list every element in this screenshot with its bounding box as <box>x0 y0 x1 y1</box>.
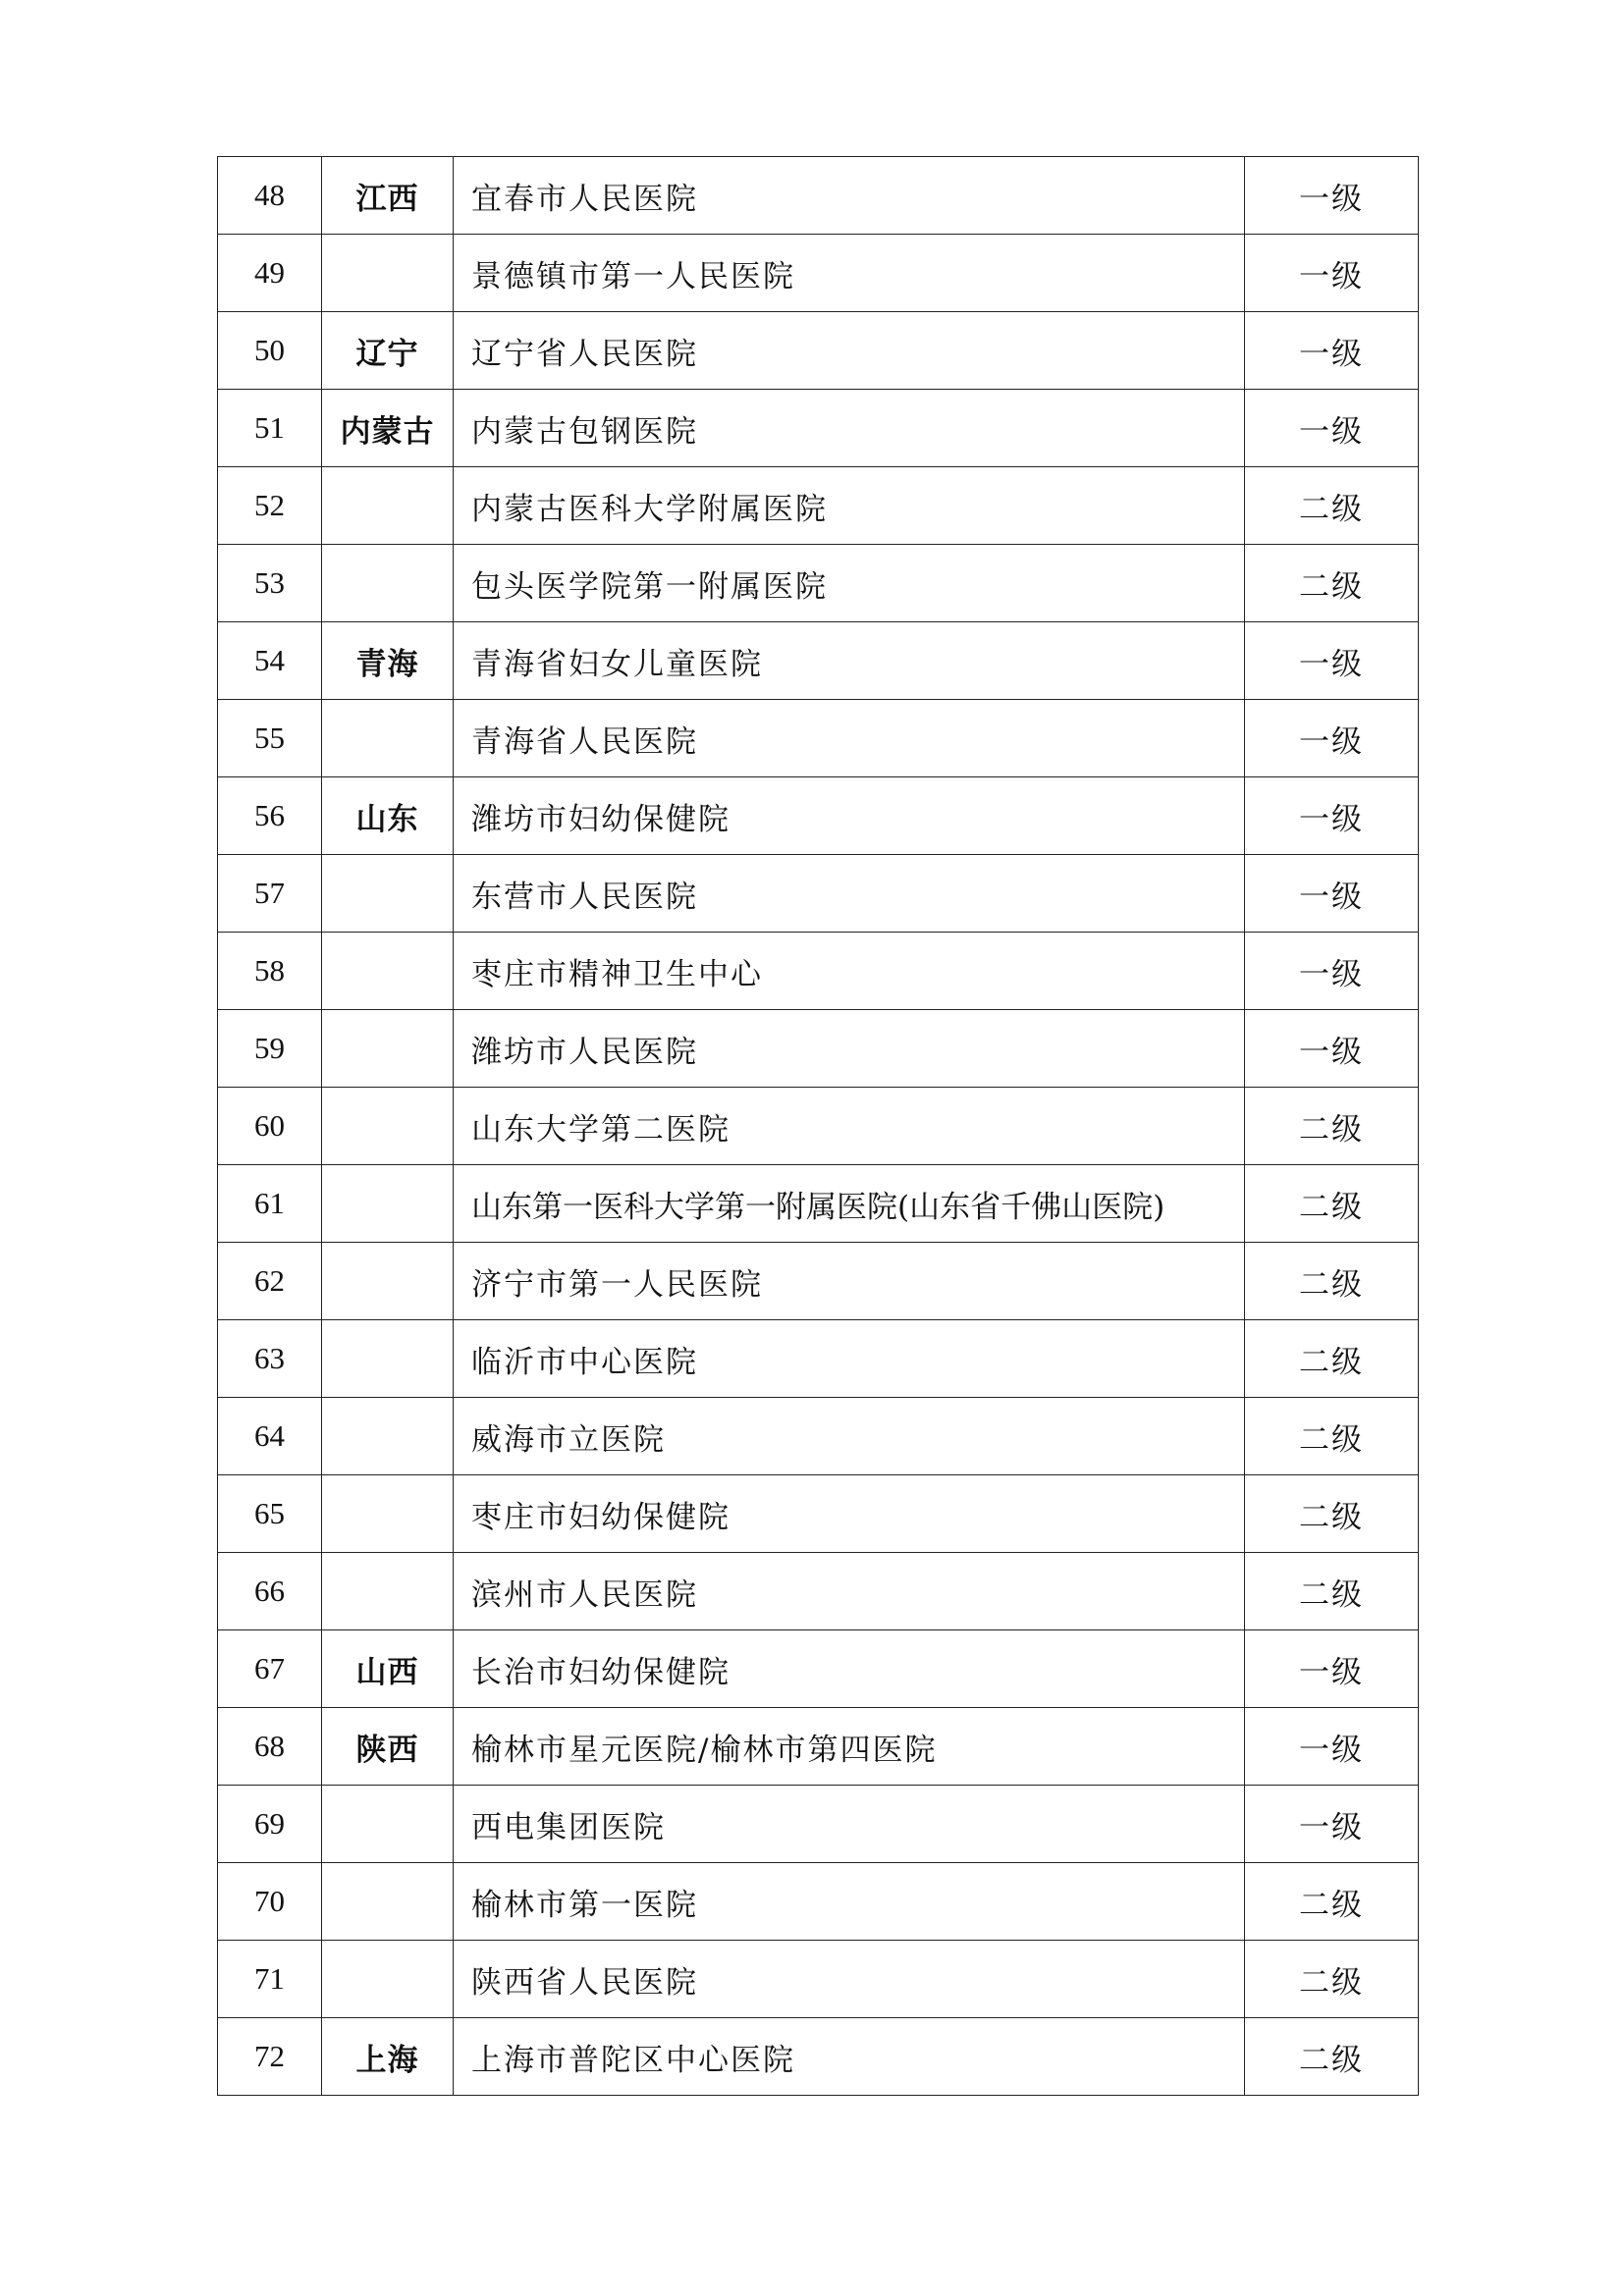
level-cell: 二级 <box>1245 1088 1419 1165</box>
province-cell <box>322 933 454 1010</box>
level-cell: 二级 <box>1245 1165 1419 1243</box>
level-cell: 一级 <box>1245 157 1419 235</box>
hospital-name-cell: 枣庄市精神卫生中心 <box>454 933 1245 1010</box>
row-number: 66 <box>218 1553 322 1630</box>
row-number: 61 <box>218 1165 322 1243</box>
table-row <box>218 390 1419 467</box>
province-cell: 辽宁 <box>322 312 454 390</box>
level-cell: 二级 <box>1245 2018 1419 2096</box>
level-cell: 一级 <box>1245 933 1419 1010</box>
hospital-name-cell: 青海省妇女儿童医院 <box>454 622 1245 700</box>
level-cell: 一级 <box>1245 622 1419 700</box>
province-cell: 陕西 <box>322 1708 454 1786</box>
level-cell: 二级 <box>1245 1243 1419 1320</box>
province-cell: 上海 <box>322 2018 454 2096</box>
row-number: 69 <box>218 1786 322 1863</box>
hospital-name-cell: 枣庄市妇幼保健院 <box>454 1475 1245 1553</box>
level-cell: 二级 <box>1245 1320 1419 1398</box>
level-cell: 一级 <box>1245 235 1419 312</box>
hospital-name-cell: 山东大学第二医院 <box>454 1088 1245 1165</box>
province-cell <box>322 855 454 933</box>
table-row <box>218 2018 1419 2096</box>
hospital-name-cell: 包头医学院第一附属医院 <box>454 545 1245 622</box>
hospital-name-cell: 宜春市人民医院 <box>454 157 1245 235</box>
table-row <box>218 1553 1419 1630</box>
province-cell <box>322 1398 454 1475</box>
row-number: 72 <box>218 2018 322 2096</box>
table-row <box>218 700 1419 777</box>
table-row <box>218 1243 1419 1320</box>
level-cell: 一级 <box>1245 390 1419 467</box>
province-cell <box>322 1941 454 2018</box>
hospital-name-cell: 内蒙古包钢医院 <box>454 390 1245 467</box>
row-number: 51 <box>218 390 322 467</box>
row-number: 55 <box>218 700 322 777</box>
table-row <box>218 1165 1419 1243</box>
table-row <box>218 622 1419 700</box>
province-cell <box>322 1863 454 1941</box>
level-cell: 一级 <box>1245 855 1419 933</box>
row-number: 62 <box>218 1243 322 1320</box>
hospital-name-cell: 滨州市人民医院 <box>454 1553 1245 1630</box>
hospital-name-cell: 济宁市第一人民医院 <box>454 1243 1245 1320</box>
table-row <box>218 855 1419 933</box>
province-cell <box>322 1320 454 1398</box>
province-cell <box>322 1010 454 1088</box>
row-number: 67 <box>218 1630 322 1708</box>
row-number: 63 <box>218 1320 322 1398</box>
row-number: 54 <box>218 622 322 700</box>
province-cell <box>322 1088 454 1165</box>
hospital-name-cell: 青海省人民医院 <box>454 700 1245 777</box>
row-number: 52 <box>218 467 322 545</box>
row-number: 60 <box>218 1088 322 1165</box>
province-cell: 青海 <box>322 622 454 700</box>
hospital-name-cell: 临沂市中心医院 <box>454 1320 1245 1398</box>
province-cell <box>322 235 454 312</box>
level-cell: 二级 <box>1245 1398 1419 1475</box>
level-cell: 一级 <box>1245 1010 1419 1088</box>
level-cell: 二级 <box>1245 1863 1419 1941</box>
province-cell: 山东 <box>322 777 454 855</box>
table-row <box>218 312 1419 390</box>
table-row <box>218 1708 1419 1786</box>
level-cell: 一级 <box>1245 1786 1419 1863</box>
level-cell: 一级 <box>1245 700 1419 777</box>
hospital-name-cell: 榆林市星元医院/榆林市第四医院 <box>454 1708 1245 1786</box>
hospital-name-cell: 潍坊市妇幼保健院 <box>454 777 1245 855</box>
table-row <box>218 1941 1419 2018</box>
table-row <box>218 1786 1419 1863</box>
level-cell: 二级 <box>1245 1553 1419 1630</box>
row-number: 58 <box>218 933 322 1010</box>
row-number: 68 <box>218 1708 322 1786</box>
hospital-name-cell: 辽宁省人民医院 <box>454 312 1245 390</box>
row-number: 65 <box>218 1475 322 1553</box>
province-cell <box>322 1553 454 1630</box>
row-number: 70 <box>218 1863 322 1941</box>
row-number: 64 <box>218 1398 322 1475</box>
hospital-name-cell: 山东第一医科大学第一附属医院(山东省千佛山医院) <box>454 1165 1245 1243</box>
level-cell: 二级 <box>1245 467 1419 545</box>
table-row <box>218 777 1419 855</box>
province-cell: 山西 <box>322 1630 454 1708</box>
table-row <box>218 1630 1419 1708</box>
province-cell <box>322 1165 454 1243</box>
hospital-name-cell: 榆林市第一医院 <box>454 1863 1245 1941</box>
hospital-name-cell: 潍坊市人民医院 <box>454 1010 1245 1088</box>
level-cell: 一级 <box>1245 777 1419 855</box>
province-cell <box>322 1786 454 1863</box>
table-row <box>218 235 1419 312</box>
hospital-name-cell: 陕西省人民医院 <box>454 1941 1245 2018</box>
province-cell <box>322 1475 454 1553</box>
row-number: 57 <box>218 855 322 933</box>
table-body <box>218 157 1419 2096</box>
table-row <box>218 1010 1419 1088</box>
province-cell <box>322 700 454 777</box>
table-row <box>218 545 1419 622</box>
province-cell <box>322 1243 454 1320</box>
level-cell: 二级 <box>1245 545 1419 622</box>
row-number: 53 <box>218 545 322 622</box>
province-cell: 内蒙古 <box>322 390 454 467</box>
hospital-name-cell: 景德镇市第一人民医院 <box>454 235 1245 312</box>
level-cell: 一级 <box>1245 1708 1419 1786</box>
row-number: 56 <box>218 777 322 855</box>
level-cell: 一级 <box>1245 1630 1419 1708</box>
province-cell <box>322 467 454 545</box>
hospital-list-table <box>217 156 1419 2096</box>
hospital-name-cell: 长治市妇幼保健院 <box>454 1630 1245 1708</box>
table-row <box>218 933 1419 1010</box>
row-number: 48 <box>218 157 322 235</box>
row-number: 59 <box>218 1010 322 1088</box>
table-row <box>218 1863 1419 1941</box>
hospital-name-cell: 内蒙古医科大学附属医院 <box>454 467 1245 545</box>
hospital-name-cell: 西电集团医院 <box>454 1786 1245 1863</box>
row-number: 49 <box>218 235 322 312</box>
table-row <box>218 467 1419 545</box>
hospital-name-cell: 上海市普陀区中心医院 <box>454 2018 1245 2096</box>
hospital-name-cell: 威海市立医院 <box>454 1398 1245 1475</box>
province-cell: 江西 <box>322 157 454 235</box>
row-number: 50 <box>218 312 322 390</box>
table-row <box>218 157 1419 235</box>
table-row <box>218 1475 1419 1553</box>
level-cell: 一级 <box>1245 312 1419 390</box>
province-cell <box>322 545 454 622</box>
level-cell: 二级 <box>1245 1941 1419 2018</box>
row-number: 71 <box>218 1941 322 2018</box>
table-row <box>218 1088 1419 1165</box>
table-row <box>218 1398 1419 1475</box>
hospital-name-cell: 东营市人民医院 <box>454 855 1245 933</box>
table-row <box>218 1320 1419 1398</box>
level-cell: 二级 <box>1245 1475 1419 1553</box>
